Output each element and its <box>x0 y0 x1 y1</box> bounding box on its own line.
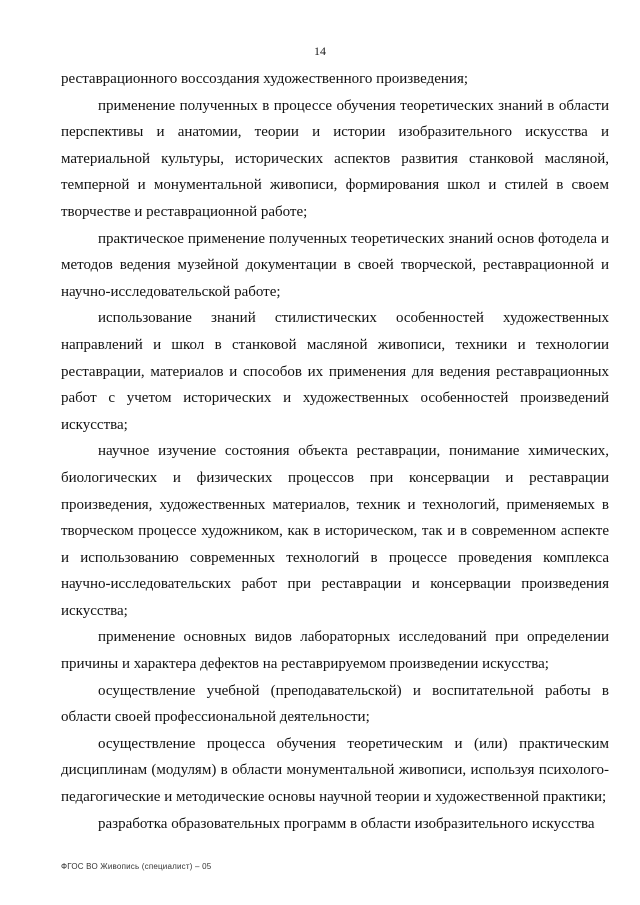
paragraph: разработка образовательных программ в области изобразительного искусства <box>98 815 595 832</box>
paragraph: применение основных видов лабораторных исследований при определении причины и характера дефектов на реставрируемом произведении искусства; <box>61 629 609 673</box>
paragraph: практическое применение полученных теоретических знаний основ фотодела и методов ведения музейной документации в своей творческой, реставрационной и научно-исследовательской работе; <box>61 230 609 300</box>
paragraph: осуществление учебной (преподавательской) и воспитательной работы в области своей профессиональной деятельности; <box>61 682 609 726</box>
document-body <box>61 66 609 837</box>
paragraph-continuation: реставрационного воссоздания художественного произведения; <box>61 71 469 87</box>
page-number: 14 <box>314 44 326 58</box>
paragraph: использование знаний стилистических особенностей художественных направлений и школ в станковой масляной живописи, техники и технологии реставрации, материалов и способов их применения для ведения реставрационных работ с учетом исторических и художественных особенностей произведений искусства; <box>61 310 609 433</box>
paragraph: применение полученных в процессе обучения теоретических знаний в области перспективы и анатомии, теории и истории изобразительного искусства и материальной культуры, исторических аспектов развития станковой масляной, темперной и монументальной живописи, формирования школ и стилей в своем творчестве и реставрационной работе; <box>61 97 609 220</box>
page-footer: ФГОС ВО Живопись (специалист) – 05 <box>61 862 212 871</box>
paragraph: осуществление процесса обучения теоретическим и (или) практическим дисциплинам (модулям) в области монументальной живописи, используя психолого-педагогические и методические основы научной теории и художественной практики; <box>61 735 609 806</box>
paragraph: научное изучение состояния объекта реставрации, понимание химических, биологических и физических процессов при консервации и реставрации произведения, художественных материалов, техник и технологий, применяемых в творческом процессе художником, как в историческом, так и в современном аспекте и использованию современных технологий в процессе проведения комплекса научно-исследовательских работ при реставрации и консервации произведения искусства; <box>61 443 609 619</box>
